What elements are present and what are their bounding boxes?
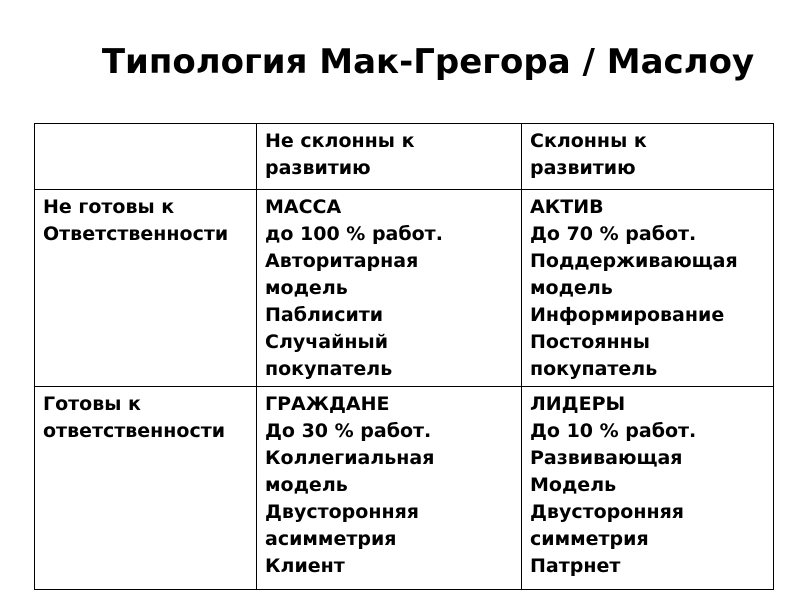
cell-line: до 100 % работ.: [265, 223, 443, 245]
cell-line: модель: [530, 277, 613, 299]
cell-grazhdane: [257, 387, 522, 590]
cell-line: покупатель: [530, 358, 658, 380]
cell-line: МАССА: [265, 196, 342, 218]
cell-line: Случайный: [265, 331, 389, 353]
cell-line: До 10 % работ.: [530, 420, 697, 442]
cell-line: До 70 % работ.: [530, 223, 697, 245]
cell-line: Ответственности: [43, 223, 229, 245]
cell-line: Модель: [530, 474, 617, 496]
table-header-row: [35, 124, 774, 190]
cell-line: Патрнет: [530, 555, 621, 577]
row-label-ready: [35, 387, 257, 590]
table-corner-cell: [35, 124, 257, 190]
typology-table: [34, 123, 774, 590]
cell-line: асимметрия: [265, 528, 397, 550]
cell-line: Двусторонняя: [265, 501, 419, 523]
cell-line: Постоянны: [530, 331, 650, 353]
header-cell-inclined: [522, 124, 774, 190]
table-row: [35, 190, 774, 387]
cell-line: модель: [265, 474, 348, 496]
cell-line: развитию: [530, 157, 636, 179]
cell-aktiv: [522, 190, 774, 387]
cell-line: Авторитарная: [265, 250, 419, 272]
row-label-not-ready: [35, 190, 257, 387]
cell-line: Развивающая: [530, 447, 683, 469]
cell-line: развитию: [265, 157, 371, 179]
slide-title: Типология Мак-Грегора / Маслоу: [101, 42, 755, 82]
cell-line: Двусторонняя: [530, 501, 684, 523]
cell-line: АКТИВ: [530, 196, 604, 218]
cell-line: Не готовы к: [43, 196, 175, 218]
cell-line: ЛИДЕРЫ: [530, 393, 626, 415]
cell-line: Поддерживающая: [530, 250, 738, 272]
table-row: [35, 387, 774, 590]
cell-line: До 30 % работ.: [265, 420, 432, 442]
cell-line: Клиент: [265, 555, 345, 577]
cell-line: симметрия: [530, 528, 649, 550]
cell-massa: [257, 190, 522, 387]
cell-line: Коллегиальная: [265, 447, 435, 469]
cell-line: модель: [265, 277, 348, 299]
cell-line: Склонны к: [530, 130, 647, 152]
cell-line: ГРАЖДАНЕ: [265, 393, 390, 415]
header-cell-not-inclined: [257, 124, 522, 190]
cell-line: Готовы к: [43, 393, 141, 415]
cell-line: Информирование: [530, 304, 725, 326]
cell-line: Не склонны к: [265, 130, 415, 152]
cell-line: Паблисити: [265, 304, 384, 326]
cell-line: ответственности: [43, 420, 226, 442]
cell-line: покупатель: [265, 358, 393, 380]
cell-lidery: [522, 387, 774, 590]
